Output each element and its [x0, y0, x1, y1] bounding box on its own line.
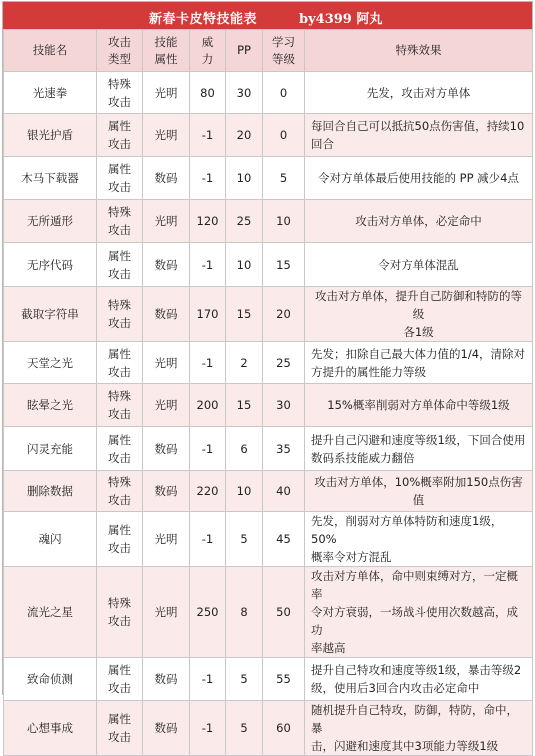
table-row [4, 114, 533, 157]
cell-attribute: 数码 [143, 287, 190, 342]
cell-attack-type: 特殊 攻击 [97, 384, 143, 427]
header-skill-attribute: 技能 属性 [143, 30, 190, 72]
cell-effect: 攻击对方单体，10%概率附加150点伤害值 [305, 471, 533, 512]
cell-power: 250 [190, 567, 226, 658]
cell-skill-name: 截取字符串 [4, 287, 97, 342]
cell-power: -1 [190, 512, 226, 567]
cell-pp: 30 [226, 72, 263, 114]
header-power: 威 力 [190, 30, 226, 72]
cell-level: 5 [263, 157, 305, 200]
cell-effect: 攻击对方单体，提升自己防御和特防的等级 各1级 [305, 287, 533, 342]
cell-skill-name: 天堂之光 [4, 342, 97, 384]
table-row [4, 384, 533, 427]
table-row [4, 72, 533, 114]
cell-skill-name: 无所遁形 [4, 200, 97, 243]
cell-pp: 5 [226, 701, 263, 756]
cell-skill-name: 木马下载器 [4, 157, 97, 200]
cell-pp: 15 [226, 384, 263, 427]
cell-effect: 每回合自己可以抵抗50点伤害值，持续10 回合 [305, 114, 533, 157]
cell-attack-type: 特殊 攻击 [97, 200, 143, 243]
table-row [4, 567, 533, 658]
table-row [4, 658, 533, 701]
table-row [4, 701, 533, 756]
cell-level: 10 [263, 200, 305, 243]
cell-effect: 先发，削弱对方单体特防和速度1级，50% 概率令对方混乱 [305, 512, 533, 567]
cell-power: -1 [190, 342, 226, 384]
cell-attribute: 数码 [143, 157, 190, 200]
table-title: 新春卡皮特技能表 [149, 12, 258, 27]
cell-effect: 15%概率削弱对方单体命中等级1级 [305, 384, 533, 427]
cell-skill-name: 光速拳 [4, 72, 97, 114]
cell-skill-name: 致命侦测 [4, 658, 97, 701]
cell-attribute: 光明 [143, 567, 190, 658]
cell-level: 25 [263, 342, 305, 384]
table-row [4, 512, 533, 567]
cell-power: 200 [190, 384, 226, 427]
table-row [4, 342, 533, 384]
cell-pp: 10 [226, 157, 263, 200]
cell-skill-name: 银光护盾 [4, 114, 97, 157]
cell-level: 45 [263, 512, 305, 567]
cell-attack-type: 特殊 攻击 [97, 471, 143, 512]
cell-attribute: 光明 [143, 342, 190, 384]
table-row [4, 200, 533, 243]
cell-level: 55 [263, 658, 305, 701]
cell-attack-type: 属性 攻击 [97, 512, 143, 567]
cell-pp: 2 [226, 342, 263, 384]
cell-attribute: 光明 [143, 114, 190, 157]
cell-effect: 提升自己闪避和速度等级1级，下回合使用 数码系技能威力翻倍 [305, 427, 533, 471]
cell-skill-name: 心想事成 [4, 701, 97, 756]
cell-attack-type: 属性 攻击 [97, 342, 143, 384]
cell-level: 0 [263, 114, 305, 157]
title-bar [3, 2, 532, 29]
cell-level: 60 [263, 701, 305, 756]
table-row [4, 243, 533, 287]
cell-attack-type: 特殊 攻击 [97, 72, 143, 114]
cell-pp: 8 [226, 567, 263, 658]
cell-attribute: 光明 [143, 512, 190, 567]
cell-pp: 20 [226, 114, 263, 157]
cell-power: -1 [190, 243, 226, 287]
cell-effect: 攻击对方单体，命中则束缚对方，一定概率 令对方衰弱，一场战斗使用次数越高，成功 率越高 [305, 567, 533, 658]
header-learn-level: 学习 等级 [263, 30, 305, 72]
cell-attack-type: 特殊 攻击 [97, 567, 143, 658]
cell-pp: 6 [226, 427, 263, 471]
cell-level: 40 [263, 471, 305, 512]
header-pp: PP [226, 30, 263, 72]
cell-effect: 攻击对方单体，必定命中 [305, 200, 533, 243]
cell-attribute: 数码 [143, 427, 190, 471]
cell-level: 20 [263, 287, 305, 342]
cell-attribute: 数码 [143, 243, 190, 287]
skill-table [3, 29, 533, 756]
cell-effect: 先发，攻击对方单体 [305, 72, 533, 114]
cell-level: 30 [263, 384, 305, 427]
table-header-row [4, 30, 533, 72]
cell-skill-name: 魂闪 [4, 512, 97, 567]
cell-attribute: 数码 [143, 471, 190, 512]
table-author: by4399 阿丸 [299, 12, 383, 27]
cell-attribute: 数码 [143, 701, 190, 756]
cell-pp: 5 [226, 512, 263, 567]
skill-table-frame [2, 1, 533, 753]
cell-attack-type: 属性 攻击 [97, 701, 143, 756]
cell-effect: 令对方单体混乱 [305, 243, 533, 287]
cell-level: 50 [263, 567, 305, 658]
cell-attack-type: 属性 攻击 [97, 658, 143, 701]
cell-power: 120 [190, 200, 226, 243]
cell-attribute: 数码 [143, 658, 190, 701]
cell-level: 35 [263, 427, 305, 471]
cell-power: -1 [190, 701, 226, 756]
cell-pp: 15 [226, 287, 263, 342]
cell-effect: 随机提升自己特攻，防御，特防，命中，暴 击，闪避和速度其中3项能力等级1级 [305, 701, 533, 756]
cell-power: -1 [190, 658, 226, 701]
cell-pp: 5 [226, 658, 263, 701]
header-special-effect: 特殊效果 [305, 30, 533, 72]
cell-skill-name: 删除数据 [4, 471, 97, 512]
cell-attribute: 光明 [143, 200, 190, 243]
cell-attribute: 光明 [143, 72, 190, 114]
header-skill-name: 技能名 [4, 30, 97, 72]
cell-pp: 25 [226, 200, 263, 243]
table-row [4, 471, 533, 512]
cell-level: 15 [263, 243, 305, 287]
cell-pp: 10 [226, 243, 263, 287]
table-row [4, 157, 533, 200]
cell-attribute: 光明 [143, 384, 190, 427]
cell-power: -1 [190, 427, 226, 471]
cell-skill-name: 无序代码 [4, 243, 97, 287]
cell-skill-name: 眩晕之光 [4, 384, 97, 427]
cell-skill-name: 流光之星 [4, 567, 97, 658]
cell-attack-type: 属性 攻击 [97, 114, 143, 157]
cell-effect: 令对方单体最后使用技能的 PP 减少4点 [305, 157, 533, 200]
cell-power: -1 [190, 114, 226, 157]
cell-level: 0 [263, 72, 305, 114]
cell-attack-type: 特殊 攻击 [97, 287, 143, 342]
cell-effect: 提升自己特攻和速度等级1级，暴击等级2 级，使用后3回合内攻击必定命中 [305, 658, 533, 701]
cell-attack-type: 属性 攻击 [97, 427, 143, 471]
header-attack-type: 攻击 类型 [97, 30, 143, 72]
cell-power: 220 [190, 471, 226, 512]
cell-power: -1 [190, 157, 226, 200]
table-row [4, 287, 533, 342]
cell-pp: 10 [226, 471, 263, 512]
table-row [4, 427, 533, 471]
cell-power: 170 [190, 287, 226, 342]
cell-attack-type: 属性 攻击 [97, 243, 143, 287]
cell-attack-type: 属性 攻击 [97, 157, 143, 200]
cell-effect: 先发；扣除自己最大体力值的1/4，清除对 方提升的属性能力等级 [305, 342, 533, 384]
cell-power: 80 [190, 72, 226, 114]
cell-skill-name: 闪灵充能 [4, 427, 97, 471]
